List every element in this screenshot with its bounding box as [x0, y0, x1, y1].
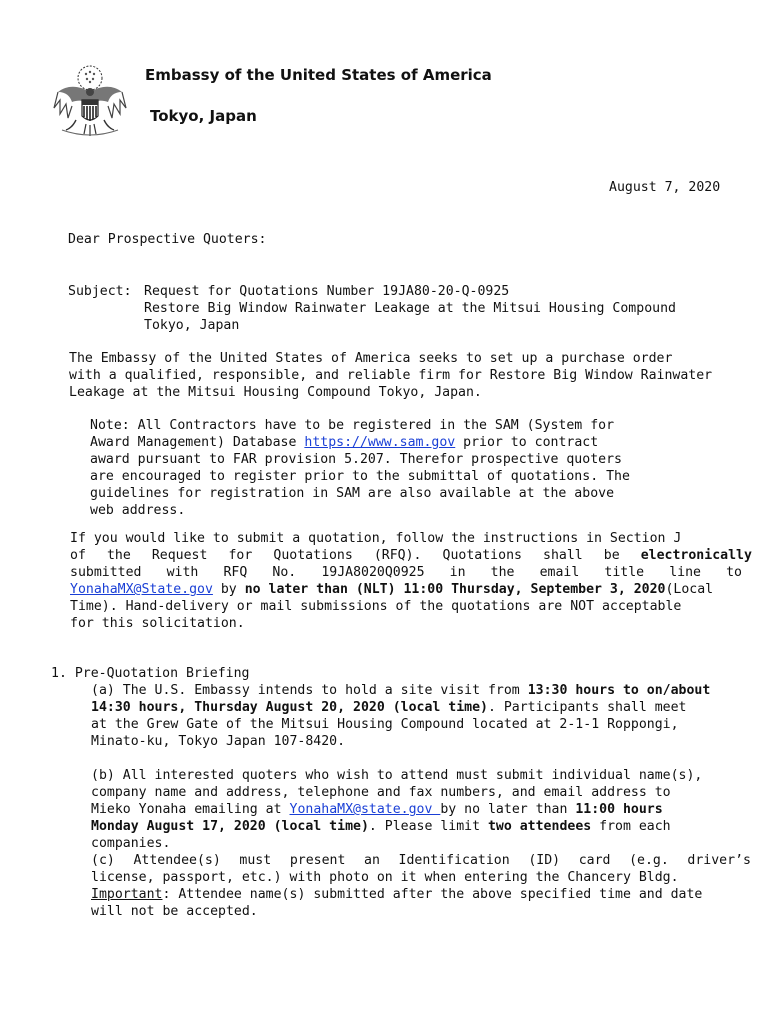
text-line: The Embassy of the United States of America seeks to set up a purchase order: [69, 351, 673, 366]
word: line: [669, 565, 701, 580]
subject-line: Request for Quotations Number 19JA80-20-Q-0925: [144, 284, 510, 299]
word: the: [490, 565, 515, 580]
emphasis: electronically: [640, 548, 752, 563]
email-link[interactable]: YonahaMX@state.gov: [289, 802, 441, 817]
emphasis: two attendees: [487, 819, 592, 834]
section-heading: 1. Pre-Quotation Briefing: [51, 666, 250, 681]
subject-block: [144, 283, 676, 334]
text-span: by no later than: [440, 802, 576, 817]
word: No.: [272, 565, 297, 580]
subject-line: Tokyo, Japan: [144, 318, 240, 333]
word: must: [239, 853, 272, 868]
embassy-name: Embassy of the United States of America: [145, 66, 492, 84]
text-span: by: [212, 582, 245, 597]
emphasis: Monday August 17, 2020 (local time): [91, 819, 369, 834]
text-line: [91, 801, 751, 818]
word: (e.g.: [629, 853, 669, 868]
word: Request: [151, 548, 208, 563]
text-line: will not be accepted.: [91, 904, 258, 919]
emphasis: 14:30 hours, Thursday August 20, 2020 (local time): [91, 700, 488, 715]
emphasis: 13:30 hours to on/about: [527, 683, 711, 698]
word: with: [166, 565, 199, 580]
word: Quotations: [442, 548, 522, 563]
text-line: [91, 682, 710, 699]
text-span: Mieko Yonaha emailing at: [91, 802, 290, 817]
text-span: (a) The U.S. Embassy intends to hold a site visit from: [91, 683, 528, 698]
word: driver’s: [687, 853, 751, 868]
text-line: web address.: [90, 503, 186, 518]
text-line: with a qualified, responsible, and reliable firm for Restore Big Window Rainwater: [69, 368, 713, 383]
word: (RFQ).: [373, 548, 422, 563]
word: the: [106, 548, 131, 563]
sam-link[interactable]: https://www.sam.gov: [304, 435, 456, 450]
word: shall: [543, 548, 583, 563]
text-span: : Attendee name(s) submitted after the above specified time and date: [162, 887, 703, 902]
email-link[interactable]: YonahaMX@State.gov: [70, 582, 213, 597]
text-line: for this solicitation.: [70, 616, 245, 631]
text-line: license, passport, etc.) with photo on it when entering the Chancery Bldg.: [91, 870, 679, 885]
text-line: Minato-ku, Tokyo Japan 107-8420.: [91, 734, 346, 749]
word: be: [603, 548, 620, 563]
deadline: no later than (NLT) 11:00 Thursday, September 3, 2020: [244, 582, 666, 597]
submission-paragraph: [70, 530, 752, 632]
section-b: [91, 767, 751, 920]
subject-label: Subject:: [68, 284, 132, 299]
word: Attendee(s): [133, 853, 221, 868]
intro-paragraph: [69, 350, 712, 401]
word: of: [70, 548, 86, 563]
text-line: [91, 818, 751, 835]
emphasis: Important: [91, 887, 163, 902]
justified-line: [70, 564, 742, 581]
text-line: Leakage at the Mitsui Housing Compound Tokyo, Japan.: [69, 385, 482, 400]
subject-line: Restore Big Window Rainwater Leakage at the Mitsui Housing Compound: [144, 301, 676, 316]
justified-line: [70, 547, 752, 564]
text-span: Award Management) Database: [90, 435, 305, 450]
text-line: company name and address, telephone and fax numbers, and email address to: [91, 785, 671, 800]
word: email: [539, 565, 580, 580]
text-line: are encouraged to register prior to the submittal of quotations. The: [90, 469, 630, 484]
word: present: [289, 853, 346, 868]
text-line: [70, 581, 752, 598]
word: card: [578, 853, 611, 868]
word: submitted: [70, 565, 142, 580]
text-line: (b) All interested quoters who wish to attend must submit individual name(s),: [91, 768, 703, 783]
embassy-city: Tokyo, Japan: [150, 107, 257, 125]
text-line: [91, 886, 751, 903]
word: title: [604, 565, 645, 580]
section-a: [91, 682, 710, 750]
great-seal-icon: [50, 62, 130, 142]
text-span: from each: [591, 819, 671, 834]
word: Identification: [398, 853, 510, 868]
text-line: companies.: [91, 836, 171, 851]
word: an: [364, 853, 380, 868]
salutation: Dear Prospective Quoters:: [68, 232, 267, 247]
text-span: . Please limit: [368, 819, 488, 834]
word: for: [228, 548, 253, 563]
letter-date: August 7, 2020: [609, 180, 721, 195]
text-line: Note: All Contractors have to be registered in the SAM (System for: [90, 418, 615, 433]
word: to: [726, 565, 742, 580]
text-line: award pursuant to FAR provision 5.207. Therefor prospective quoters: [90, 452, 622, 467]
text-line: [91, 699, 710, 716]
justified-line: [91, 852, 751, 869]
sam-note: [90, 417, 630, 519]
text-span: (Local: [665, 582, 714, 597]
text-line: [90, 434, 630, 451]
text-line: at the Grew Gate of the Mitsui Housing Compound located at 2-1-1 Roppongi,: [91, 717, 679, 732]
text-span: prior to contract: [455, 435, 599, 450]
text-span: . Participants shall meet: [487, 700, 687, 715]
word: 19JA8020Q0925: [321, 565, 425, 580]
word: (c): [91, 853, 115, 868]
text-line: If you would like to submit a quotation, follow the instructions in Section J: [70, 531, 682, 546]
emphasis: 11:00 hours: [575, 802, 663, 817]
text-line: guidelines for registration in SAM are also available at the above: [90, 486, 615, 501]
text-line: Time). Hand-delivery or mail submissions of the quotations are NOT acceptable: [70, 599, 682, 614]
word: (ID): [528, 853, 561, 868]
word: in: [449, 565, 466, 580]
word: Quotations: [273, 548, 353, 563]
word: RFQ: [223, 565, 248, 580]
